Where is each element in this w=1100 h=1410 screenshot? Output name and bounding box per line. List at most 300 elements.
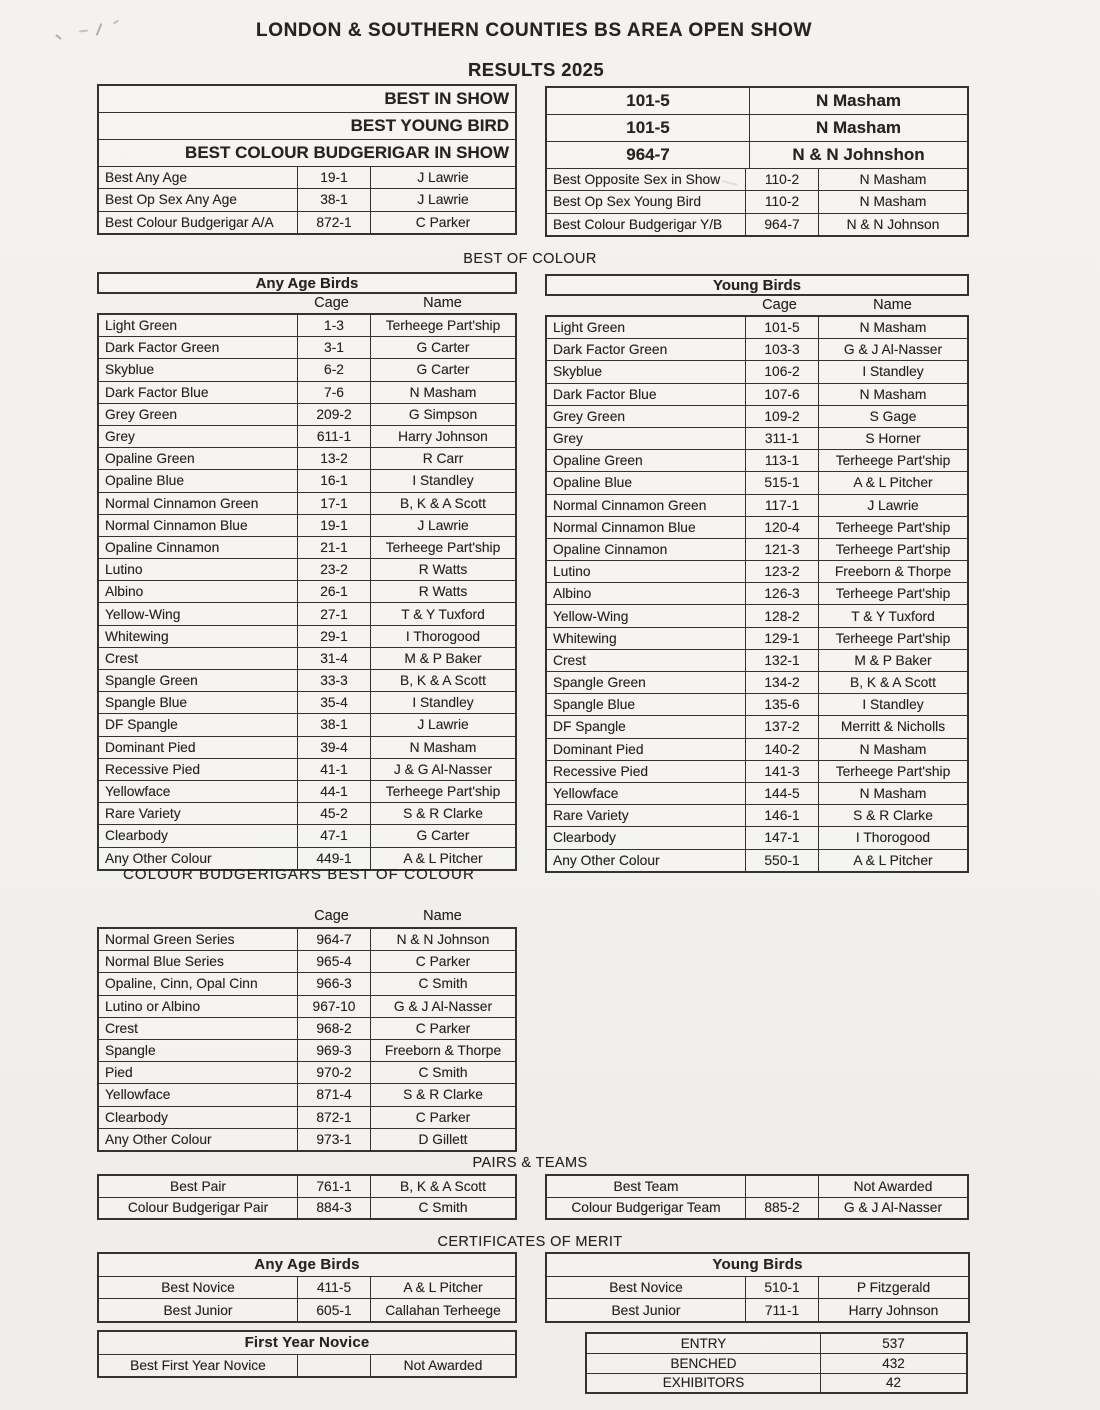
variety-cell: Clearbody bbox=[105, 1109, 168, 1125]
cage-cell: 123-2 bbox=[745, 561, 818, 582]
result-row bbox=[547, 715, 967, 737]
result-row bbox=[547, 782, 967, 804]
cage-cell: 141-3 bbox=[745, 761, 818, 782]
variety-cell: Lutino bbox=[105, 562, 143, 578]
label-cell: Best Op Sex Any Age bbox=[105, 192, 237, 208]
variety-cell: Lutino or Albino bbox=[105, 998, 201, 1014]
page-title: LONDON & SOUTHERN COUNTIES BS AREA OPEN SHOW bbox=[256, 20, 812, 41]
name-cell: C Smith bbox=[370, 1062, 515, 1083]
result-row bbox=[547, 627, 967, 649]
cage-cell: 113-1 bbox=[745, 450, 818, 471]
name-cell: B, K & A Scott bbox=[370, 1176, 515, 1197]
variety-cell: Normal Cinnamon Green bbox=[553, 497, 707, 513]
result-row bbox=[99, 950, 515, 972]
variety-cell: Grey Green bbox=[553, 408, 626, 424]
name-cell: Harry Johnson bbox=[370, 426, 515, 447]
colour-budgerigars-heading: COLOUR BUDGERIGARS BEST OF COLOUR bbox=[123, 866, 475, 883]
name-cell: Terheege Part'ship bbox=[370, 781, 515, 802]
result-row bbox=[99, 802, 515, 824]
certificates-young-birds-table bbox=[545, 1252, 970, 1323]
cage-column-label: Cage bbox=[314, 908, 349, 924]
cage-cell: 101-5 bbox=[626, 117, 670, 137]
result-row bbox=[99, 972, 515, 994]
result-row bbox=[547, 338, 967, 360]
spacer bbox=[97, 295, 295, 311]
stat-row bbox=[587, 1334, 966, 1353]
cage-cell: 38-1 bbox=[297, 189, 370, 211]
name-cell: B, K & A Scott bbox=[370, 493, 515, 514]
result-row bbox=[99, 358, 515, 380]
cage-cell: 147-1 bbox=[745, 827, 818, 848]
cage-cell: 23-2 bbox=[297, 559, 370, 580]
cage-cell: 35-4 bbox=[297, 692, 370, 713]
cage-cell: 39-4 bbox=[297, 737, 370, 758]
name-cell: T & Y Tuxford bbox=[818, 605, 967, 626]
name-cell: Terheege Part'ship bbox=[818, 450, 967, 471]
variety-cell: Spangle Blue bbox=[553, 697, 636, 713]
cage-cell: 973-1 bbox=[297, 1129, 370, 1150]
variety-cell: Light Green bbox=[105, 318, 178, 334]
result-row bbox=[99, 602, 515, 624]
name-cell: Merritt & Nicholls bbox=[818, 716, 967, 737]
result-row bbox=[547, 671, 967, 693]
variety-cell: Opaline Blue bbox=[105, 473, 185, 489]
cage-cell: 969-3 bbox=[297, 1040, 370, 1061]
result-row bbox=[99, 514, 515, 536]
young-birds-header: Young Birds bbox=[712, 1256, 803, 1274]
award-row bbox=[547, 190, 967, 213]
award-winner-row bbox=[547, 88, 967, 114]
name-cell: C Smith bbox=[370, 973, 515, 994]
name-cell: Terheege Part'ship bbox=[818, 628, 967, 649]
result-row bbox=[547, 405, 967, 427]
cage-cell: 110-2 bbox=[745, 169, 818, 191]
cage-cell: 146-1 bbox=[745, 805, 818, 826]
cage-cell: 129-1 bbox=[745, 628, 818, 649]
cage-column-label: Cage bbox=[762, 297, 797, 313]
colour-budgerigars-table bbox=[97, 927, 517, 1152]
name-cell: P Fitzgerald bbox=[818, 1277, 968, 1299]
result-row bbox=[99, 691, 515, 713]
cage-cell: 884-3 bbox=[297, 1198, 370, 1219]
any-age-birds-header: Any Age Birds bbox=[254, 1256, 360, 1274]
name-cell: I Standley bbox=[370, 692, 515, 713]
cage-cell: 209-2 bbox=[297, 404, 370, 425]
cage-cell: 110-2 bbox=[745, 191, 818, 213]
first-year-novice-row bbox=[99, 1354, 515, 1376]
cage-cell: 711-1 bbox=[745, 1299, 818, 1321]
spacer bbox=[545, 297, 743, 313]
variety-cell: DF Spangle bbox=[105, 717, 178, 733]
result-row bbox=[547, 516, 967, 538]
variety-cell: Skyblue bbox=[553, 364, 603, 380]
award-winner-row bbox=[547, 114, 967, 141]
name-cell: G & J Al-Nasser bbox=[818, 1198, 967, 1219]
first-year-novice-header: First Year Novice bbox=[244, 1334, 370, 1352]
cage-cell: 411-5 bbox=[297, 1277, 370, 1299]
label-cell: ENTRY bbox=[680, 1335, 727, 1351]
result-row bbox=[99, 447, 515, 469]
result-row bbox=[547, 826, 967, 848]
column-labels-any-age bbox=[97, 295, 517, 311]
award-title-row bbox=[99, 112, 515, 139]
name-cell: M & P Baker bbox=[818, 650, 967, 671]
first-year-novice-table bbox=[97, 1330, 517, 1378]
name-cell: A & L Pitcher bbox=[818, 850, 967, 871]
result-row bbox=[547, 649, 967, 671]
cage-cell: 33-3 bbox=[297, 670, 370, 691]
result-row bbox=[547, 693, 967, 715]
variety-cell: Normal Cinnamon Green bbox=[105, 495, 259, 511]
name-cell: Terheege Part'ship bbox=[818, 539, 967, 560]
variety-cell: Crest bbox=[553, 652, 586, 668]
result-row bbox=[99, 336, 515, 358]
entry-stats-table bbox=[585, 1332, 968, 1394]
award-title-row bbox=[99, 86, 515, 112]
column-labels-colour-budgerigars bbox=[97, 908, 517, 924]
cage-cell: 6-2 bbox=[297, 359, 370, 380]
label-cell: Best Team bbox=[613, 1178, 679, 1194]
cage-cell: 44-1 bbox=[297, 781, 370, 802]
variety-cell: Any Other Colour bbox=[553, 852, 660, 868]
cage-cell bbox=[297, 1355, 370, 1376]
name-cell: A & L Pitcher bbox=[370, 848, 515, 869]
award-row bbox=[547, 168, 967, 191]
cage-cell: 120-4 bbox=[745, 517, 818, 538]
name-cell: G & J Al-Nasser bbox=[370, 996, 515, 1017]
certificate-row bbox=[99, 1276, 515, 1299]
name-cell: Callahan Terheege bbox=[370, 1299, 515, 1321]
name-cell: N & N Johnson bbox=[370, 929, 515, 950]
name-cell: N Masham bbox=[818, 384, 967, 405]
name-cell: B, K & A Scott bbox=[370, 670, 515, 691]
name-cell: I Standley bbox=[818, 694, 967, 715]
result-row bbox=[99, 536, 515, 558]
best-in-show-winners-table bbox=[545, 86, 969, 237]
cage-cell: 872-1 bbox=[297, 212, 370, 234]
result-row bbox=[99, 315, 515, 336]
cage-cell: 510-1 bbox=[745, 1277, 818, 1299]
label-cell: Best Junior bbox=[611, 1302, 681, 1318]
name-cell: I Standley bbox=[370, 470, 515, 491]
result-row bbox=[547, 560, 967, 582]
label-cell: Best Novice bbox=[609, 1279, 683, 1295]
cage-cell: 550-1 bbox=[745, 850, 818, 871]
result-row bbox=[99, 625, 515, 647]
cage-cell: 964-7 bbox=[745, 214, 818, 236]
award-title-row bbox=[99, 139, 515, 166]
name-cell: C Parker bbox=[370, 212, 515, 234]
best-in-show-table bbox=[97, 84, 517, 235]
name-cell: J & G Al-Nasser bbox=[370, 759, 515, 780]
label-cell: Best First Year Novice bbox=[130, 1357, 266, 1373]
cage-column-label: Cage bbox=[314, 295, 349, 311]
name-cell: Freeborn & Thorpe bbox=[818, 561, 967, 582]
award-winner-row bbox=[547, 141, 967, 168]
stat-row bbox=[587, 1373, 966, 1393]
text-cell: BEST YOUNG BIRD bbox=[350, 115, 509, 135]
cage-cell: 611-1 bbox=[297, 426, 370, 447]
result-row bbox=[547, 538, 967, 560]
cage-cell: 101-5 bbox=[745, 317, 818, 338]
variety-cell: Dark Factor Blue bbox=[105, 384, 209, 400]
text-cell: BEST COLOUR BUDGERIGAR IN SHOW bbox=[185, 142, 509, 162]
name-cell: Harry Johnson bbox=[818, 1299, 968, 1321]
name-cell: J Lawrie bbox=[370, 167, 515, 189]
cage-cell: 101-5 bbox=[626, 90, 670, 110]
label-cell: Best Colour Budgerigar Y/B bbox=[553, 216, 723, 232]
teams-row bbox=[547, 1197, 967, 1219]
label-cell: Colour Budgerigar Team bbox=[571, 1200, 721, 1216]
name-cell: Terheege Part'ship bbox=[818, 761, 967, 782]
variety-cell: Grey bbox=[553, 431, 583, 447]
name-cell: N Masham bbox=[370, 382, 515, 403]
label-cell: Best Opposite Sex in Show bbox=[553, 171, 721, 187]
name-cell: J Lawrie bbox=[370, 515, 515, 536]
name-cell: N & N Johnson bbox=[818, 214, 967, 236]
result-row bbox=[99, 647, 515, 669]
variety-cell: Dominant Pied bbox=[105, 739, 196, 755]
cage-cell: 311-1 bbox=[745, 428, 818, 449]
name-cell: I Standley bbox=[818, 361, 967, 382]
any-age-best-of-colour-table bbox=[97, 313, 517, 871]
name-cell: N Masham bbox=[749, 115, 967, 141]
cage-cell: 19-1 bbox=[297, 167, 370, 189]
result-row bbox=[99, 929, 515, 950]
name-column-label: Name bbox=[873, 297, 912, 313]
variety-cell: Lutino bbox=[553, 564, 591, 580]
cage-cell: 117-1 bbox=[745, 495, 818, 516]
certificates-heading: CERTIFICATES OF MERIT bbox=[437, 1234, 623, 1250]
name-cell: N Masham bbox=[370, 737, 515, 758]
name-cell: N Masham bbox=[818, 783, 967, 804]
variety-cell: Any Other Colour bbox=[105, 1131, 212, 1147]
variety-cell: Opaline Green bbox=[105, 451, 195, 467]
text-cell: BEST IN SHOW bbox=[384, 88, 509, 108]
variety-cell: Whitewing bbox=[105, 628, 169, 644]
name-cell: N Masham bbox=[818, 191, 967, 213]
name-cell: S & R Clarke bbox=[370, 1084, 515, 1105]
variety-cell: Dark Factor Blue bbox=[553, 386, 657, 402]
result-row bbox=[99, 558, 515, 580]
certificate-row bbox=[99, 1298, 515, 1321]
cage-cell: 17-1 bbox=[297, 493, 370, 514]
variety-cell: Recessive Pied bbox=[553, 763, 649, 779]
name-cell: C Parker bbox=[370, 951, 515, 972]
name-cell: Terheege Part'ship bbox=[370, 537, 515, 558]
name-cell: G & J Al-Nasser bbox=[818, 339, 967, 360]
variety-cell: Normal Blue Series bbox=[105, 954, 224, 970]
cage-cell: 964-7 bbox=[626, 144, 670, 164]
cage-cell: 121-3 bbox=[745, 539, 818, 560]
name-cell: G Carter bbox=[370, 825, 515, 846]
name-cell: R Watts bbox=[370, 559, 515, 580]
young-birds-best-of-colour-table bbox=[545, 315, 969, 873]
name-cell: R Carr bbox=[370, 448, 515, 469]
cage-cell: 106-2 bbox=[745, 361, 818, 382]
name-cell: D Gillett bbox=[370, 1129, 515, 1150]
stat-row bbox=[587, 1353, 966, 1373]
certificates-any-age-table bbox=[97, 1252, 517, 1323]
result-row bbox=[547, 738, 967, 760]
label-cell: EXHIBITORS bbox=[662, 1375, 745, 1391]
cage-cell: 7-6 bbox=[297, 382, 370, 403]
cage-cell: 885-2 bbox=[745, 1198, 818, 1219]
name-cell: G Carter bbox=[370, 337, 515, 358]
label-cell: BENCHED bbox=[670, 1355, 737, 1371]
cage-cell: 29-1 bbox=[297, 626, 370, 647]
name-cell: N Masham bbox=[818, 169, 967, 191]
variety-cell: Grey Green bbox=[105, 406, 178, 422]
cage-cell: 965-4 bbox=[297, 951, 370, 972]
variety-cell: Albino bbox=[105, 584, 144, 600]
label-cell: Best Op Sex Young Bird bbox=[553, 194, 702, 210]
name-cell: G Carter bbox=[370, 359, 515, 380]
variety-cell: Crest bbox=[105, 650, 138, 666]
value-cell: 432 bbox=[820, 1354, 966, 1373]
name-cell: M & P Baker bbox=[370, 648, 515, 669]
name-cell: J Lawrie bbox=[370, 189, 515, 211]
cage-cell: 449-1 bbox=[297, 848, 370, 869]
name-cell: Not Awarded bbox=[818, 1176, 967, 1197]
variety-cell: Albino bbox=[553, 586, 592, 602]
value-cell: 537 bbox=[820, 1334, 966, 1353]
spacer bbox=[97, 908, 295, 924]
label-cell: Best Any Age bbox=[105, 169, 188, 185]
name-cell: G Simpson bbox=[370, 404, 515, 425]
variety-cell: Light Green bbox=[553, 320, 626, 336]
cage-cell bbox=[745, 1176, 818, 1197]
cage-cell: 31-4 bbox=[297, 648, 370, 669]
variety-cell: Normal Cinnamon Blue bbox=[553, 519, 696, 535]
cage-cell: 964-7 bbox=[297, 929, 370, 950]
award-row bbox=[547, 213, 967, 236]
cage-cell: 45-2 bbox=[297, 803, 370, 824]
cage-cell: 605-1 bbox=[297, 1299, 370, 1321]
result-row bbox=[547, 427, 967, 449]
variety-cell: Crest bbox=[105, 1020, 138, 1036]
name-cell: S Gage bbox=[818, 406, 967, 427]
pairs-table bbox=[97, 1174, 517, 1220]
result-row bbox=[547, 471, 967, 493]
result-row bbox=[99, 995, 515, 1017]
variety-cell: Yellow-Wing bbox=[105, 606, 181, 622]
result-row bbox=[99, 1061, 515, 1083]
name-cell: A & L Pitcher bbox=[818, 472, 967, 493]
cage-cell: 21-1 bbox=[297, 537, 370, 558]
variety-cell: Normal Cinnamon Blue bbox=[105, 517, 248, 533]
any-age-birds-header: Any Age Birds bbox=[97, 272, 517, 294]
variety-cell: Any Other Colour bbox=[105, 850, 212, 866]
variety-cell: Dark Factor Green bbox=[553, 342, 668, 358]
cage-cell: 968-2 bbox=[297, 1018, 370, 1039]
cage-cell: 47-1 bbox=[297, 825, 370, 846]
cage-cell: 515-1 bbox=[745, 472, 818, 493]
teams-row bbox=[547, 1176, 967, 1197]
variety-cell: Yellow-Wing bbox=[553, 608, 629, 624]
young-birds-header: Young Birds bbox=[545, 274, 969, 296]
cage-cell: 27-1 bbox=[297, 603, 370, 624]
cage-cell: 134-2 bbox=[745, 672, 818, 693]
name-column-label: Name bbox=[423, 295, 462, 311]
variety-cell: Spangle Green bbox=[105, 673, 198, 689]
result-row bbox=[547, 494, 967, 516]
award-row bbox=[99, 211, 515, 234]
label-cell: Best Colour Budgerigar A/A bbox=[105, 214, 274, 230]
cage-cell: 135-6 bbox=[745, 694, 818, 715]
result-row bbox=[547, 804, 967, 826]
teams-table bbox=[545, 1174, 969, 1220]
certificate-row bbox=[547, 1298, 968, 1321]
cage-cell: 966-3 bbox=[297, 973, 370, 994]
variety-cell: Opaline Green bbox=[553, 453, 643, 469]
result-row bbox=[547, 604, 967, 626]
cage-cell: 107-6 bbox=[745, 384, 818, 405]
award-row bbox=[99, 188, 515, 211]
result-row bbox=[99, 669, 515, 691]
variety-cell: Clearbody bbox=[105, 828, 168, 844]
variety-cell: Normal Green Series bbox=[105, 932, 235, 948]
result-row bbox=[547, 849, 967, 871]
result-row bbox=[99, 1083, 515, 1105]
result-row bbox=[99, 580, 515, 602]
cage-cell: 140-2 bbox=[745, 739, 818, 760]
variety-cell: Recessive Pied bbox=[105, 761, 201, 777]
name-cell: Terheege Part'ship bbox=[818, 583, 967, 604]
result-row bbox=[99, 713, 515, 735]
variety-cell: Skyblue bbox=[105, 362, 155, 378]
name-cell: N & N Johnshon bbox=[749, 142, 967, 168]
result-row bbox=[547, 317, 967, 338]
cage-cell: 109-2 bbox=[745, 406, 818, 427]
variety-cell: Dominant Pied bbox=[553, 741, 644, 757]
label-cell: Best Junior bbox=[163, 1302, 233, 1318]
cage-cell: 41-1 bbox=[297, 759, 370, 780]
cage-cell: 128-2 bbox=[745, 605, 818, 626]
cage-cell: 872-1 bbox=[297, 1107, 370, 1128]
result-row bbox=[99, 492, 515, 514]
cage-cell: 132-1 bbox=[745, 650, 818, 671]
variety-cell: Rare Variety bbox=[105, 806, 181, 822]
name-cell: N Masham bbox=[749, 88, 967, 114]
label-cell: Best Novice bbox=[161, 1279, 235, 1295]
result-row bbox=[99, 381, 515, 403]
variety-cell: Grey bbox=[105, 429, 135, 445]
variety-cell: Opaline Cinnamon bbox=[105, 539, 220, 555]
cage-cell: 126-3 bbox=[745, 583, 818, 604]
variety-cell: Yellowface bbox=[105, 1087, 171, 1103]
cage-cell: 19-1 bbox=[297, 515, 370, 536]
variety-cell: Spangle Green bbox=[553, 675, 646, 691]
name-cell: C Parker bbox=[370, 1107, 515, 1128]
pairs-teams-heading: PAIRS & TEAMS bbox=[472, 1155, 588, 1171]
certificate-row bbox=[547, 1276, 968, 1299]
name-cell: I Thorogood bbox=[370, 626, 515, 647]
cage-cell: 13-2 bbox=[297, 448, 370, 469]
cage-cell: 144-5 bbox=[745, 783, 818, 804]
name-cell: N Masham bbox=[818, 739, 967, 760]
result-row bbox=[99, 403, 515, 425]
result-row bbox=[99, 1017, 515, 1039]
cage-cell: 761-1 bbox=[297, 1176, 370, 1197]
result-row bbox=[99, 1106, 515, 1128]
result-row bbox=[99, 1039, 515, 1061]
page-subtitle: RESULTS 2025 bbox=[467, 59, 605, 80]
name-cell: Terheege Part'ship bbox=[370, 315, 515, 336]
name-cell: S & R Clarke bbox=[818, 805, 967, 826]
name-cell: C Smith bbox=[370, 1198, 515, 1219]
variety-cell: Opaline, Cinn, Opal Cinn bbox=[105, 976, 258, 992]
